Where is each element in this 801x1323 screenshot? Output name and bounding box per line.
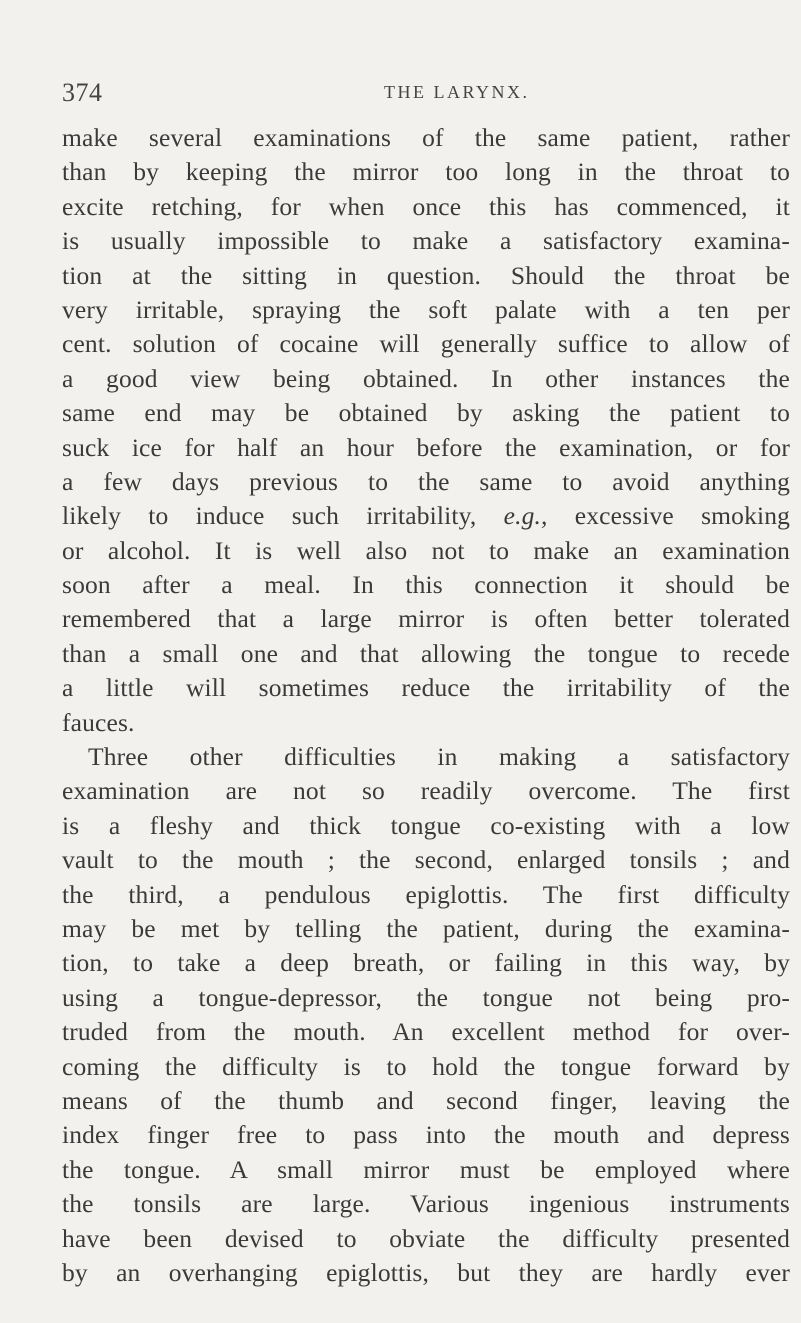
text-line: than a small one and that allowing the tongue to recede bbox=[62, 638, 790, 668]
text-line: tion, to take a deep breath, or failing in this way, by bbox=[62, 948, 790, 978]
text-line: suck ice for half an hour before the examination, or for bbox=[62, 432, 790, 462]
text-line: by an overhanging epiglottis, but they are hardly ever bbox=[62, 1257, 790, 1287]
text-line: very irritable, spraying the soft palate with a ten per bbox=[62, 294, 790, 324]
text-line: likely to induce such irritability, e.g., excessive smoking bbox=[62, 501, 790, 531]
text-line: remembered that a large mirror is often better tolerated bbox=[62, 604, 790, 634]
text-line: have been devised to obviate the difficulty presented bbox=[62, 1223, 790, 1253]
text-line: means of the thumb and second finger, leaving the bbox=[62, 1085, 790, 1115]
text-line: using a tongue-depressor, the tongue not being pro- bbox=[62, 982, 790, 1012]
text-line: make several examinations of the same patient, rather bbox=[62, 123, 790, 152]
text-line: a few days previous to the same to avoid anything bbox=[62, 466, 790, 496]
text-line: examination are not so readily overcome. The first bbox=[62, 776, 790, 806]
text-line: is usually impossible to make a satisfactory examina- bbox=[62, 226, 790, 256]
text-line: same end may be obtained by asking the patient to bbox=[62, 398, 790, 428]
text-line: tion at the sitting in question. Should the throat be bbox=[62, 260, 790, 290]
text-line: index finger free to pass into the mouth and depress bbox=[62, 1120, 790, 1150]
text-line: a good view being obtained. In other instances the bbox=[62, 363, 790, 393]
text-line: vault to the mouth ; the second, enlarged tonsils ; and bbox=[62, 845, 790, 875]
abbreviation-eg: e.g., bbox=[503, 501, 548, 531]
page-number: 374 bbox=[62, 78, 103, 107]
text-line: may be met by telling the patient, during the examina- bbox=[62, 913, 790, 943]
text-line: truded from the mouth. An excellent method for over- bbox=[62, 1017, 790, 1047]
text-line: a little will sometimes reduce the irritability of the bbox=[62, 673, 790, 703]
text-line: is a fleshy and thick tongue co-existing with a low bbox=[62, 810, 790, 840]
text-line: Three other difficulties in making a satisfactory bbox=[88, 742, 790, 772]
text-line: or alcohol. It is well also not to make an examination bbox=[62, 535, 790, 565]
text-line: the tongue. A small mirror must be employed where bbox=[62, 1154, 790, 1184]
text-line: than by keeping the mirror too long in the throat to bbox=[62, 157, 790, 187]
page-header bbox=[62, 78, 762, 114]
text-line: the third, a pendulous epiglottis. The first difficulty bbox=[62, 879, 790, 909]
text-line: soon after a meal. In this connection it should be bbox=[62, 570, 790, 600]
text-line: the tonsils are large. Various ingenious instruments bbox=[62, 1189, 790, 1219]
text-line: excite retching, for when once this has commenced, it bbox=[62, 191, 790, 221]
body-text bbox=[62, 121, 790, 1290]
text-line: cent. solution of cocaine will generally suffice to allow of bbox=[62, 329, 790, 359]
running-head: THE LARYNX. bbox=[384, 82, 530, 102]
text-line: coming the difficulty is to hold the tongue forward by bbox=[62, 1051, 790, 1081]
text-line: fauces. bbox=[62, 707, 135, 737]
